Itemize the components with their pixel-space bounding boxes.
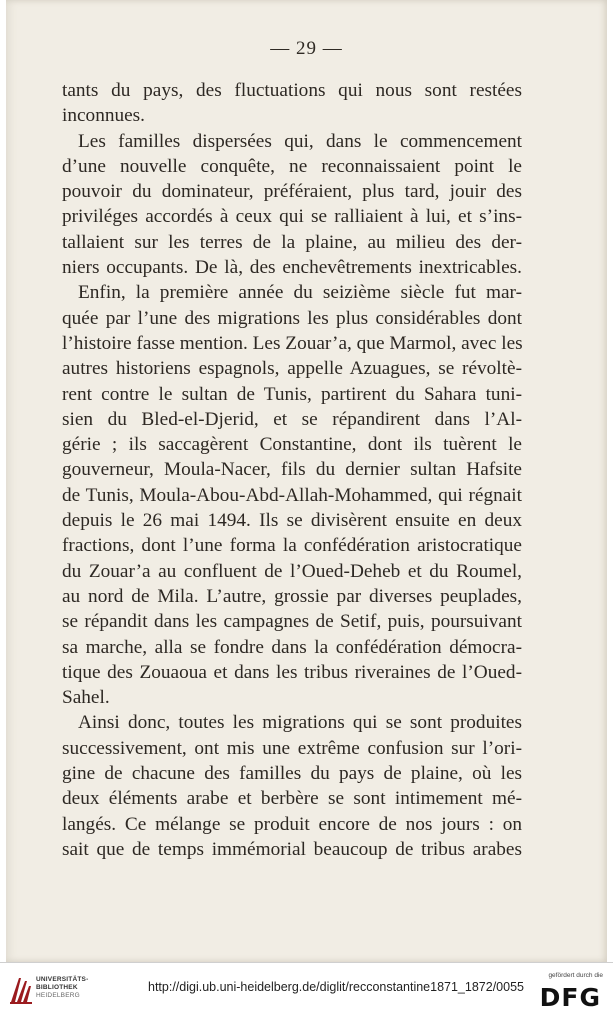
scanned-page bbox=[6, 0, 607, 962]
text-line: Les familles dispersées qui, dans le commencement bbox=[78, 130, 522, 152]
text-line: gouverneur, Moula-Nacer, fils du dernier sultan Hafsite bbox=[62, 459, 522, 481]
text-line: gérie ; ils saccagèrent Constantine, dont ils tuèrent le bbox=[62, 434, 522, 456]
text-line: autres historiens espagnols, appelle Azuagues, se révoltè- bbox=[62, 358, 522, 380]
text-line: sien du Bled-el-Djerid, et se répandirent dans l’Al- bbox=[62, 408, 522, 430]
text-line: successivement, ont mis une extrême confusion sur l’ori- bbox=[62, 737, 522, 759]
text-line: priviléges accordés à ceux qui se ralliaient à lui, et s’ins- bbox=[62, 206, 522, 228]
text-line: langés. Ce mélange se produit encore de nos jours : on bbox=[62, 813, 522, 835]
text-line: Enfin, la première année du seizième siècle fut mar- bbox=[78, 282, 522, 304]
text-line: inconnues. bbox=[62, 105, 145, 127]
text-line: l’histoire fasse mention. Les Zouar’a, que Marmol, avec les bbox=[62, 332, 523, 354]
text-line: Ainsi donc, toutes les migrations qui se sont produites bbox=[78, 712, 522, 734]
library-name: UNIVERSITÄTS- BIBLIOTHEK HEIDELBERG bbox=[36, 976, 89, 999]
funded-by-label: gefördert durch die bbox=[548, 972, 603, 979]
text-line: de Tunis, Moula-Abou-Abd-Allah-Mohammed, qui régnait bbox=[62, 484, 522, 506]
dfg-logo[interactable]: DFG bbox=[539, 983, 601, 1012]
text-line: se répandit dans les campagnes de Setif, puis, poursuivant bbox=[62, 611, 522, 633]
permalink-url[interactable]: http://digi.ub.uni-heidelberg.de/diglit/recconstantine1871_1872/0055 bbox=[148, 980, 524, 994]
body-text bbox=[62, 78, 522, 862]
text-line: quée par l’une des migrations les plus considérables dont bbox=[62, 307, 522, 329]
text-line: au nord de Mila. L’autre, grossie par diverses peuplades, bbox=[62, 585, 522, 607]
text-line: niers occupants. De là, des enchevêtrements inextricables. bbox=[62, 257, 522, 279]
text-line: sa marche, alla se fondre dans la confédération démocra- bbox=[62, 636, 522, 658]
university-library-logo-icon[interactable] bbox=[8, 975, 34, 1005]
text-line: sait que de temps immémorial beaucoup de tribus arabes bbox=[62, 838, 522, 860]
text-line: tallaient sur les terres de la plaine, au milieu des der- bbox=[62, 231, 522, 253]
text-line: du Zouar’a au confluent de l’Oued-Deheb et du Roumel, bbox=[62, 560, 522, 582]
text-line: deux éléments arabe et berbère se sont intimement mé- bbox=[62, 788, 522, 810]
text-line: d’une nouvelle conquête, ne reconnaissaient point le bbox=[62, 155, 522, 177]
text-line: rent contre le sultan de Tunis, partirent du Sahara tuni- bbox=[62, 383, 522, 405]
text-line: Sahel. bbox=[62, 687, 110, 709]
page-number: — 29 — bbox=[270, 38, 343, 59]
text-line: depuis le 26 mai 1494. Ils se divisèrent ensuite en deux bbox=[62, 510, 522, 532]
text-line: gine de chacune des familles du pays de plaine, où les bbox=[62, 763, 522, 785]
viewer-footer bbox=[0, 962, 613, 1015]
text-line: tants du pays, des fluctuations qui nous sont restées bbox=[62, 80, 522, 101]
text-line: pouvoir du dominateur, préféraient, plus tard, jouir des bbox=[62, 181, 522, 203]
text-line: tique des Zouaoua et dans les tribus riveraines de l’Oued- bbox=[62, 661, 522, 683]
text-line: fractions, dont l’une forma la confédération aristocratique bbox=[62, 535, 522, 557]
